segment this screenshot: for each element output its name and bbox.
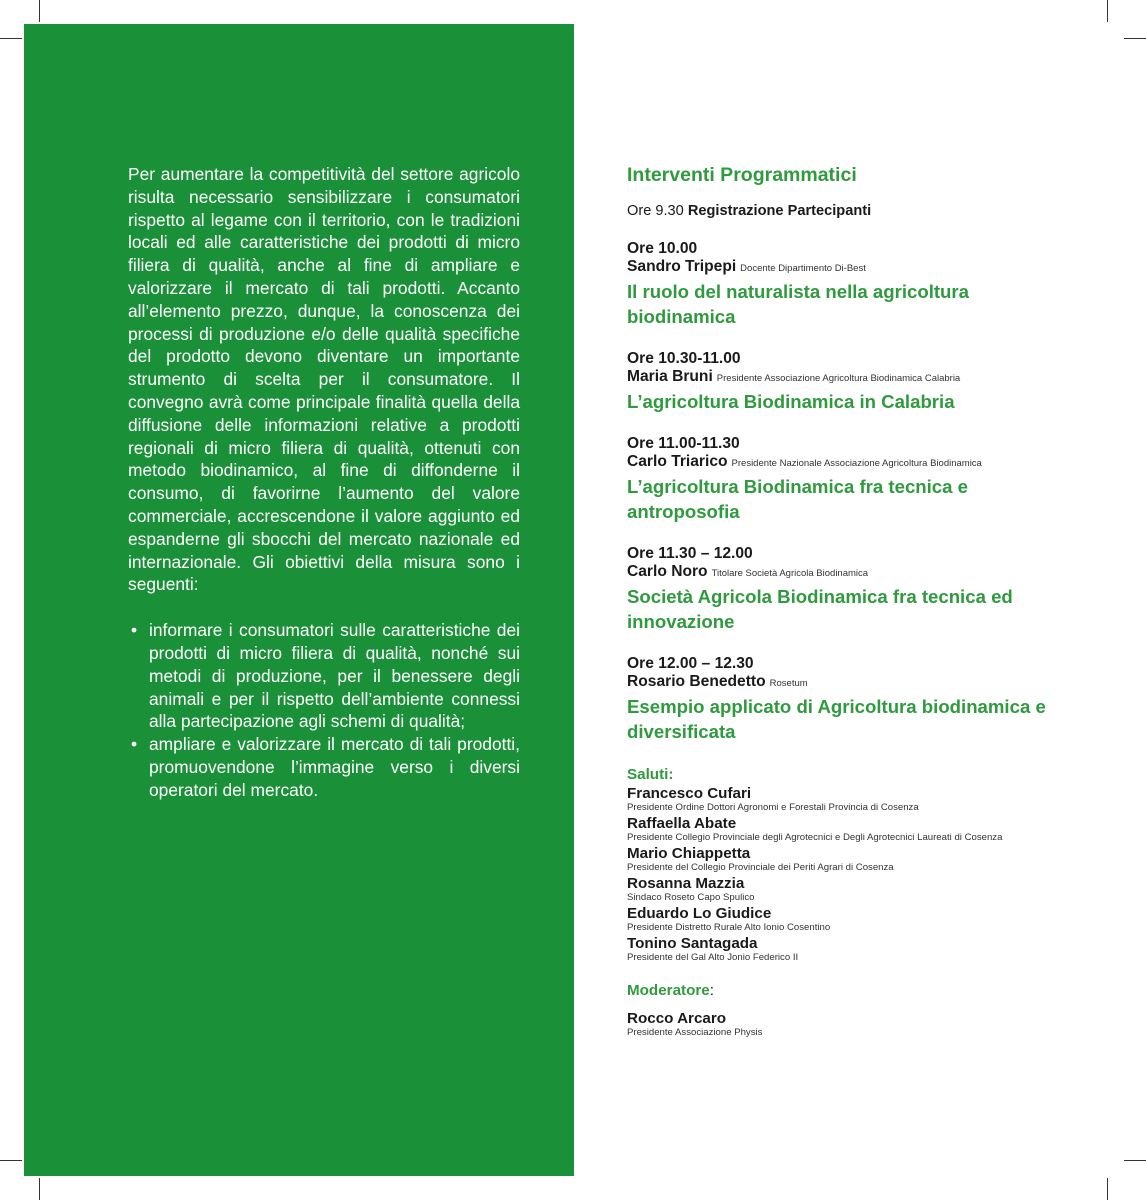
speaker-name: Maria Bruni <box>627 368 713 385</box>
bullet-icon: • <box>131 734 138 755</box>
session-title: Società Agricola Biodinamica fra tecnica ed innovazione <box>627 586 1013 632</box>
speaker-name: Rosario Benedetto <box>627 673 766 690</box>
session-title: L’agricoltura Biodinamica fra tecnica e antroposofia <box>627 476 968 522</box>
speaker-role: Presidente Associazione Agricoltura Biodinamica Calabria <box>716 373 961 384</box>
list-item-text: ampliare e valorizzare il mercato di tali prodotti, promuovendone l’immagine verso i diversi operatori del mercato. <box>149 734 520 800</box>
registration-time: Ore 9.30 <box>627 203 684 219</box>
session-title: Il ruolo del naturalista nella agricoltura biodinamica <box>627 281 969 327</box>
speaker-name: Sandro Tripepi <box>627 258 737 275</box>
greeting-person <box>627 785 1067 814</box>
intro-text-block <box>128 163 520 802</box>
objectives-list <box>128 619 520 801</box>
speaker-role: Docente Dipartimento Di-Best <box>740 263 866 274</box>
crop-mark <box>0 38 22 39</box>
person-title: Presidente Distretto Rurale Alto Ionio Cosentino <box>627 922 831 933</box>
session-time: Ore 10.00 <box>627 240 698 257</box>
crop-mark <box>1107 0 1108 22</box>
moderator-person <box>627 1010 1067 1039</box>
greeting-person <box>627 905 1067 934</box>
moderator-section <box>627 982 1067 1039</box>
greeting-person <box>627 935 1067 964</box>
person-name: Eduardo Lo Giudice <box>627 905 772 922</box>
session-time: Ore 10.30-11.00 <box>627 350 741 367</box>
greeting-person <box>627 815 1067 844</box>
speaker-role: Presidente Nazionale Associazione Agricoltura Biodinamica <box>731 458 982 469</box>
crop-mark <box>39 0 40 22</box>
speaker-role: Titolare Società Agricola Biodinamica <box>711 568 869 579</box>
list-item-text: informare i consumatori sulle caratteristiche dei prodotti di micro filiera di qualità, nonché sui metodi di produzione, per il benessere degli animali e per il rispetto dell’ambiente connessi alla partecipazione agli schemi di qualità; <box>149 620 520 732</box>
intro-paragraph: Per aumentare la competitività del settore agricolo risulta necessario sensibilizzare i consumatori rispetto al legame con il territorio, con le tradizioni locali ed alle caratteristiche dei prodotti di micro filiera di qualità, anche al fine di ampliare e valorizzare il mercato di tali prodotti. Accanto all’elemento prezzo, dunque, la conoscenza dei processi di produzione e/o delle qualità specifiche del prodotto devono diventare un importante strumento di scelta per il consumatore. Il convegno avrà come principale finalità quella della diffusione delle informazioni relative a prodotti regionali di micro filiera di qualità, ottenuti con metodo biodinamico, al fine di diffonderne il consumo, di favorirne l’aumento del valore commerciale, accrescendone il valore aggiunto ed espanderne gli sbocchi del mercato nazionale ed internazionale. Gli obiettivi della misura sono i seguenti: <box>128 164 520 595</box>
person-title: Presidente del Collegio Provinciale dei Periti Agrari di Cosenza <box>627 862 894 873</box>
speaker-name: Carlo Noro <box>627 563 708 580</box>
list-item <box>128 733 520 801</box>
greeting-person <box>627 875 1067 904</box>
session <box>627 239 1067 329</box>
crop-mark <box>1124 38 1146 39</box>
moderator-heading-label: Moderatore <box>627 982 710 999</box>
session <box>627 349 1067 414</box>
session <box>627 544 1067 634</box>
registration-label: Registrazione Partecipanti <box>687 203 872 219</box>
session-speaker <box>627 673 1067 693</box>
session-speaker <box>627 563 1067 583</box>
person-title: Presidente Ordine Dottori Agronomi e Forestali Provincia di Cosenza <box>627 802 919 813</box>
crop-mark <box>39 1178 40 1200</box>
person-title: Presidente Associazione Physis <box>627 1027 763 1038</box>
crop-mark <box>1107 1178 1108 1200</box>
greetings-section <box>627 766 1067 964</box>
speaker-role: Rosetum <box>769 678 808 689</box>
registration-line <box>627 203 1067 219</box>
session-title: Esempio applicato di Agricoltura biodinamica e diversificata <box>627 696 1046 742</box>
person-name: Mario Chiappetta <box>627 845 751 862</box>
person-name: Tonino Santagada <box>627 935 758 952</box>
program-heading: Interventi Programmatici <box>627 164 857 186</box>
session-speaker <box>627 453 1067 473</box>
moderator-heading <box>627 982 1067 1000</box>
crop-mark <box>0 1160 22 1161</box>
session <box>627 654 1067 744</box>
session-time: Ore 12.00 – 12.30 <box>627 655 754 672</box>
person-title: Presidente del Gal Alto Jonio Federico II <box>627 952 799 963</box>
person-name: Rocco Arcaro <box>627 1010 727 1027</box>
session-speaker <box>627 368 1067 388</box>
person-title: Presidente Collegio Provinciale degli Agrotecnici e Degli Agrotecnici Laureati di Cosenza <box>627 832 1003 843</box>
session-title: L’agricoltura Biodinamica in Calabria <box>627 391 955 412</box>
session-time: Ore 11.30 – 12.00 <box>627 545 753 562</box>
program-column <box>627 163 1067 1039</box>
session-speaker <box>627 258 1067 278</box>
person-name: Francesco Cufari <box>627 785 752 802</box>
moderator-heading-colon: : <box>709 982 714 999</box>
person-title: Sindaco Roseto Capo Spulico <box>627 892 755 903</box>
speaker-name: Carlo Triarico <box>627 453 728 470</box>
session <box>627 434 1067 524</box>
crop-mark <box>1124 1160 1146 1161</box>
greetings-heading: Saluti: <box>627 766 674 783</box>
list-item <box>128 619 520 733</box>
greeting-person <box>627 845 1067 874</box>
bullet-icon: • <box>131 620 138 641</box>
person-name: Raffaella Abate <box>627 815 737 832</box>
person-name: Rosanna Mazzia <box>627 875 745 892</box>
session-time: Ore 11.00-11.30 <box>627 435 740 452</box>
